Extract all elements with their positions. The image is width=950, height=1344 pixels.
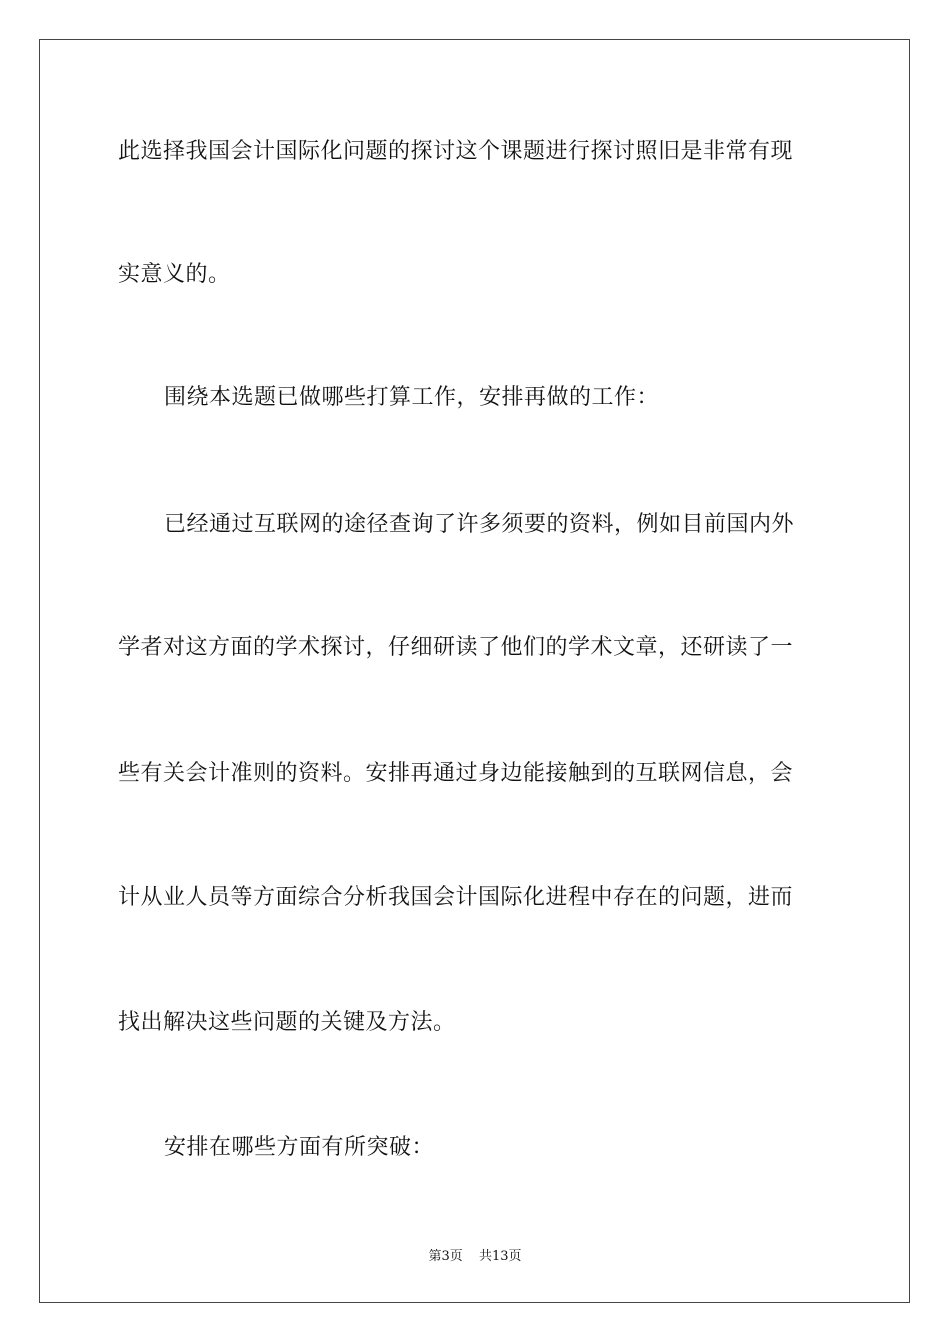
page-footer xyxy=(0,1248,950,1266)
paragraph-heading-breakthroughs: 安排在哪些方面有所突破： xyxy=(164,1135,435,1160)
body-text-line: 此选择我国会计国际化问题的探讨这个课题进行探讨照旧是非常有现 xyxy=(118,139,794,164)
body-text-line: 学者对这方面的学术探讨，仔细研读了他们的学术文章，还研读了一 xyxy=(118,635,794,660)
page-number: 第3页 xyxy=(428,1249,463,1264)
body-text-line: 计从业人员等方面综合分析我国会计国际化进程中存在的问题，进而 xyxy=(118,885,794,910)
body-text-line: 实意义的。 xyxy=(118,262,231,287)
body-text-line: 些有关会计准则的资料。安排再通过身边能接触到的互联网信息，会 xyxy=(118,761,794,786)
total-pages: 共13页 xyxy=(478,1249,522,1264)
page-frame xyxy=(39,39,910,1303)
paragraph-heading-prep-work: 围绕本选题已做哪些打算工作，安排再做的工作： xyxy=(164,385,660,410)
body-text-line: 已经通过互联网的途径查询了许多须要的资料，例如目前国内外 xyxy=(164,512,795,537)
body-text-line: 找出解决这些问题的关键及方法。 xyxy=(118,1010,456,1035)
